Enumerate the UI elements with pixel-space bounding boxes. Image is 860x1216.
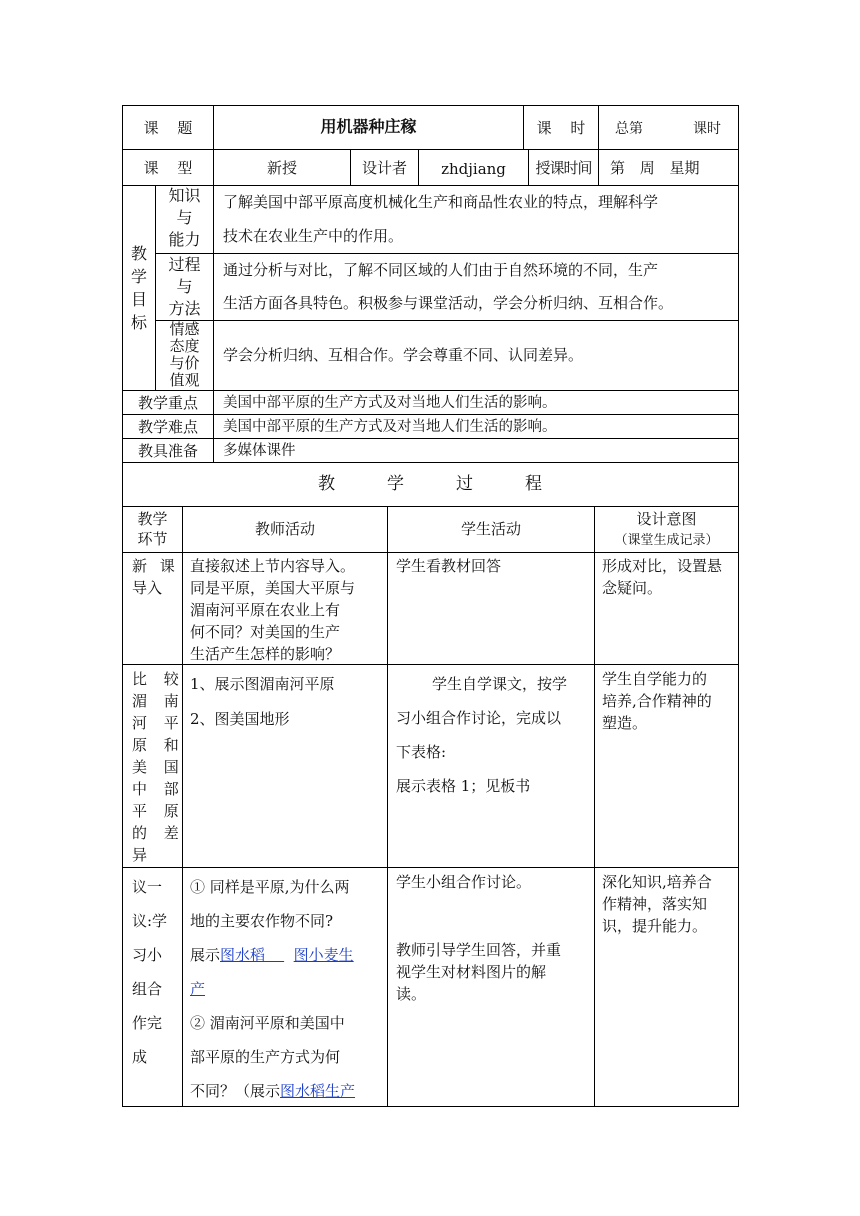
rule-p-c3 xyxy=(594,506,595,1106)
row1-teacher-5: 生活产生怎样的影响？ xyxy=(190,645,341,663)
row2-stage-3: 河 平 xyxy=(132,714,179,732)
link-rice-image[interactable]: 图水稻 xyxy=(220,946,266,964)
obj1-label-3: 能力 xyxy=(168,230,201,249)
rule-phead xyxy=(122,552,738,553)
row3-teacher-show-line xyxy=(190,945,354,965)
row3-teacher-q1-1: ① 同样是平原,为什么两 xyxy=(190,878,350,896)
rule-top xyxy=(122,105,738,106)
row3-student-b-2: 视学生对材料图片的解 xyxy=(396,963,547,981)
row2-student-2: 习小组合作讨论，完成以 xyxy=(396,709,562,727)
row2-intent-2: 培养,合作精神的 xyxy=(602,692,712,710)
period-total: 总第 xyxy=(615,121,643,137)
row3-q2-tail: 不同？（展示 xyxy=(190,1082,281,1100)
rule-p1 xyxy=(122,664,738,665)
row3-intent-3: 识，提升能力。 xyxy=(602,917,708,935)
link-spacer xyxy=(265,946,284,964)
obj2-text-2: 生活方面各具特色。积极参与课堂活动，学会分析归纳、互相合作。 xyxy=(223,294,674,312)
objectives-label-4: 标 xyxy=(130,313,147,332)
row2-stage-7: 平 原 xyxy=(132,802,179,820)
row2-stage-6: 中 部 xyxy=(132,780,179,798)
objectives-label-3: 目 xyxy=(130,290,147,309)
obj3-label-2: 态度 xyxy=(169,337,200,355)
row2-stage-5: 美 国 xyxy=(132,758,179,776)
rule-p2 xyxy=(122,867,738,868)
time-value: 第 周 星期 xyxy=(610,159,700,177)
period-unit: 课时 xyxy=(693,121,721,137)
student-header: 学生活动 xyxy=(460,520,521,538)
obj1-label-2: 与 xyxy=(176,208,193,227)
rule-r1-c4 xyxy=(598,105,599,149)
row2-student-4: 展示表格 1；见板书 xyxy=(396,777,531,795)
rule-p-c2 xyxy=(387,506,388,1106)
rule-right xyxy=(738,105,739,1107)
process-title-2: 学 xyxy=(387,474,404,494)
row2-stage-2: 湄 南 xyxy=(132,692,179,710)
row3-student-b-1: 教师引导学生回答，并重 xyxy=(396,941,562,959)
stage-header-1: 教学 xyxy=(137,510,168,528)
row3-stage-1: 议一 xyxy=(132,878,163,896)
row2-stage-9: 异 xyxy=(132,846,148,864)
difficulty-label: 教学难点 xyxy=(137,418,198,436)
row3-show-prefix: 展示 xyxy=(190,946,221,964)
rule-key xyxy=(122,414,738,415)
row1-student-1: 学生看教材回答 xyxy=(396,557,502,575)
time-label: 授课时间 xyxy=(535,159,592,177)
obj3-text-1: 学会分析归纳、互相合作。学会尊重不同、认同差异。 xyxy=(223,346,584,364)
process-title-3: 过 xyxy=(456,474,473,494)
rule-left xyxy=(122,105,123,1107)
rule-diff xyxy=(122,438,738,439)
key-point-label: 教学重点 xyxy=(137,394,198,412)
link-rice-production[interactable]: 图水稻生产 xyxy=(280,1082,356,1100)
stage-header-2: 环节 xyxy=(137,530,168,548)
rule-obj2 xyxy=(155,320,738,321)
row3-teacher-q2-tail-line xyxy=(190,1081,355,1101)
row1-teacher-4: 何不同？对美国的生产 xyxy=(190,623,341,641)
obj3-label-3: 与价 xyxy=(169,354,200,372)
rule-row1 xyxy=(122,149,738,150)
row2-intent-3: 塑造。 xyxy=(602,714,648,732)
objectives-label-2: 学 xyxy=(130,267,147,286)
row3-teacher-q2-2: 部平原的生产方式为何 xyxy=(190,1048,341,1066)
row1-teacher-1: 直接叙述上节内容导入。 xyxy=(190,557,356,575)
designer-value: zhdjiang xyxy=(441,160,506,178)
obj2-label-3: 方法 xyxy=(168,299,201,318)
row1-teacher-3: 湄南河平原在农业上有 xyxy=(190,601,341,619)
row3-teacher-q1-2: 地的主要农作物不同? xyxy=(190,912,334,930)
obj1-text-1: 了解美国中部平原高度机械化生产和商品性农业的特点，理解科学 xyxy=(223,193,659,211)
type-label: 课 型 xyxy=(143,159,193,177)
row3-stage-3: 习小 xyxy=(132,946,163,964)
row3-intent-1: 深化知识,培养合 xyxy=(602,873,712,891)
row2-teacher-1: 1、展示图湄南河平原 xyxy=(190,675,335,693)
row2-teacher-2: 2、图美国地形 xyxy=(190,710,290,728)
topic-value: 用机器种庄稼 xyxy=(320,117,417,136)
objectives-label-1: 教 xyxy=(130,244,147,263)
obj1-text-2: 技术在农业生产中的作用。 xyxy=(223,227,404,245)
tools-value: 多媒体课件 xyxy=(223,443,296,459)
row2-stage-4: 原 和 xyxy=(132,736,179,754)
row1-teacher-2: 同是平原，美国大平原与 xyxy=(190,579,356,597)
row3-stage-5: 作完 xyxy=(132,1014,163,1032)
link-wheat-image-cont[interactable]: 产 xyxy=(190,980,206,998)
obj2-text-1: 通过分析与对比，了解不同区域的人们由于自然环境的不同，生产 xyxy=(223,261,659,279)
rule-obj1 xyxy=(155,253,738,254)
topic-label: 课 题 xyxy=(143,119,193,137)
intent-header: 设计意图 xyxy=(636,510,697,528)
rule-bottom xyxy=(122,1106,738,1107)
link-wheat-image[interactable]: 图小麦生 xyxy=(293,946,354,964)
intent-header-sub: （课堂生成记录） xyxy=(614,533,719,548)
row1-stage-2: 导入 xyxy=(132,579,163,597)
row3-student-a: 学生小组合作讨论。 xyxy=(396,873,532,891)
type-value: 新授 xyxy=(266,159,297,177)
row1-intent-2: 念疑问。 xyxy=(602,579,663,597)
key-point-value: 美国中部平原的生产方式及对当地人们生活的影响。 xyxy=(223,395,557,411)
rule-r2-c5 xyxy=(598,149,599,185)
row3-teacher-link-cont xyxy=(190,979,205,999)
process-title-1: 教 xyxy=(318,474,335,494)
row2-student-3: 下表格: xyxy=(396,743,447,761)
period-label: 课 时 xyxy=(536,119,586,137)
row1-intent-1: 形成对比，设置悬 xyxy=(602,557,723,575)
row3-stage-2: 议:学 xyxy=(132,912,168,930)
difficulty-value: 美国中部平原的生产方式及对当地人们生活的影响。 xyxy=(223,419,557,435)
designer-label: 设计者 xyxy=(361,159,407,177)
row3-stage-4: 组合 xyxy=(132,980,163,998)
row3-stage-6: 成 xyxy=(132,1048,148,1066)
rule-obj3 xyxy=(122,390,738,391)
row3-student-b-3: 读。 xyxy=(396,985,427,1003)
obj3-label-4: 值观 xyxy=(169,371,200,389)
obj2-label-1: 过程 xyxy=(168,255,201,274)
row2-stage-8: 的 差 xyxy=(132,824,179,842)
row3-intent-2: 作精神，落实知 xyxy=(602,895,708,913)
row2-student-1: 学生自学课文，按学 xyxy=(432,675,568,693)
obj2-label-2: 与 xyxy=(176,277,193,296)
rule-title xyxy=(122,506,738,507)
row1-stage-1: 新 课 xyxy=(132,557,175,575)
rule-tools xyxy=(122,462,738,463)
process-title-4: 程 xyxy=(525,474,542,494)
rule-c1b xyxy=(213,185,214,463)
teacher-header: 教师活动 xyxy=(254,520,315,538)
row2-intent-1: 学生自学能力的 xyxy=(602,670,708,688)
row2-stage-1: 比 较 xyxy=(132,670,179,688)
tools-label: 教具准备 xyxy=(137,442,198,460)
obj3-label-1: 情感 xyxy=(169,320,200,338)
rule-row2 xyxy=(122,185,738,186)
rule-p-c1 xyxy=(182,506,183,1106)
row3-teacher-q2-1: ② 湄南河平原和美国中 xyxy=(190,1014,345,1032)
obj1-label-1: 知识 xyxy=(168,186,201,205)
